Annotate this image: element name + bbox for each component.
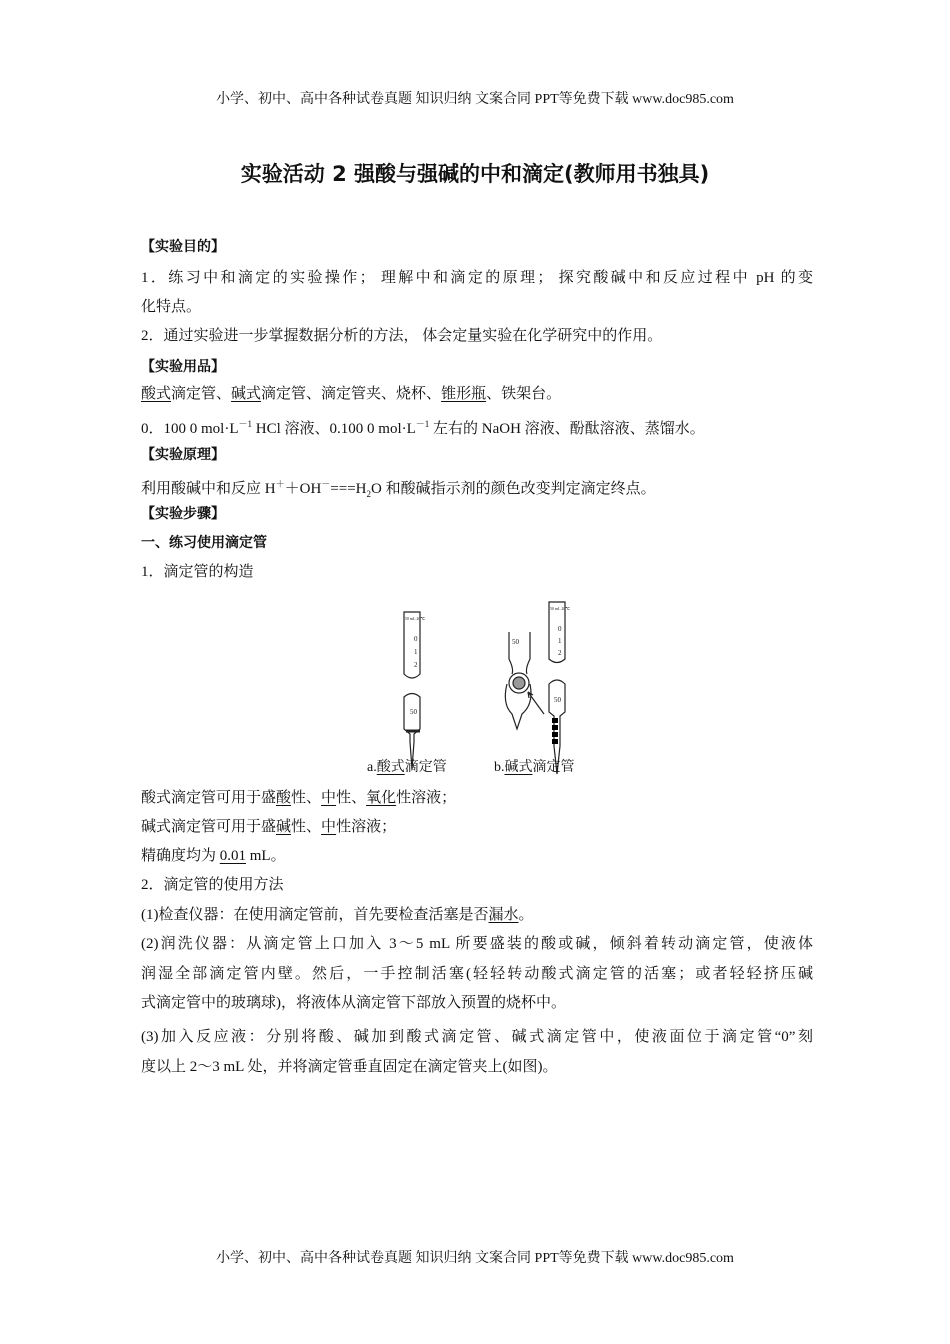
text-line	[141, 788, 813, 808]
text-line	[141, 1057, 813, 1077]
page-title: 实验活动 2 强酸与强碱的中和滴定(教师用书独具)	[240, 162, 710, 186]
underlined-answer: 碱	[276, 819, 292, 835]
text-segment: 性、	[291, 790, 322, 806]
section-heading	[141, 237, 813, 257]
text-segment: 2	[366, 489, 372, 499]
text-segment: 性溶液；	[336, 819, 397, 835]
caption-prefix: b.	[494, 760, 505, 775]
tick-2-b: 2	[558, 649, 562, 657]
tick-1: 1	[414, 648, 418, 656]
text-segment: 1．滴定管的构造	[141, 564, 254, 580]
tick-2: 2	[414, 661, 418, 669]
text-segment: mL。	[246, 848, 286, 864]
caption-rest: 滴定管	[532, 760, 575, 775]
text-segment: 润湿全部滴定管内壁。然后，一手控制活塞(轻轻转动酸式滴定管的活塞；或者轻轻挤压碱	[141, 966, 813, 982]
text-line	[141, 875, 813, 895]
text-line	[141, 993, 813, 1013]
text-line	[141, 934, 813, 954]
tick-0-b: 0	[558, 625, 562, 633]
text-segment: 【实验步骤】	[141, 506, 225, 522]
section-heading	[141, 533, 813, 553]
burette-figure	[362, 594, 602, 779]
text-segment: (3)加入反应液：分别将酸、碱加到酸式滴定管、碱式滴定管中，使液面位于滴定管“0”刻	[141, 1029, 813, 1045]
text-segment: 一、练习使用滴定管	[141, 535, 267, 551]
underlined-answer: 0.01	[219, 848, 247, 864]
underlined-answer: 氧化	[366, 790, 397, 806]
text-segment: 、铁架台。	[486, 386, 562, 402]
text-segment: 度以上 2～3 mL 处，并将滴定管垂直固定在滴定管夹上(如图)。	[141, 1059, 558, 1075]
text-segment: 性溶液；	[396, 790, 457, 806]
text-line	[141, 562, 813, 582]
text-segment: 精确度均为	[141, 848, 220, 864]
base-burette-upper	[549, 602, 565, 663]
text-line	[141, 905, 813, 925]
text-segment: 利用酸碱中和反应 H	[141, 481, 276, 497]
underlined-answer: 锥形瓶	[441, 386, 487, 402]
text-segment: 性、	[291, 819, 322, 835]
underlined-answer: 漏水	[488, 907, 519, 923]
text-line	[141, 964, 813, 984]
text-segment: 酸式滴定管可用于盛	[141, 790, 277, 806]
arrow-icon	[528, 692, 544, 714]
text-line	[141, 297, 813, 317]
text-line	[141, 414, 813, 439]
text-segment: 2．滴定管的使用方法	[141, 877, 284, 893]
text-segment: 左右的 NaOH 溶液、酚酞溶液、蒸馏水。	[429, 421, 705, 437]
text-segment: O 和酸碱指示剂的颜色改变判定滴定终点。	[371, 481, 656, 497]
text-segment: 2．通过实验进一步掌握数据分析的方法， 体会定量实验在化学研究中的作用。	[141, 328, 663, 344]
text-segment: 性、	[336, 790, 367, 806]
section-heading	[141, 357, 813, 377]
tick-50-b: 50	[554, 696, 561, 704]
text-line	[141, 268, 813, 288]
text-segment: 【实验用品】	[141, 359, 225, 375]
text-line	[141, 846, 813, 866]
acid-burette-upper	[404, 612, 420, 678]
underlined-answer: 中	[321, 819, 337, 835]
text-line	[141, 817, 813, 837]
text-segment: HCl 溶液、0.100 0 mol·L	[252, 421, 416, 437]
text-segment: 【实验目的】	[141, 239, 225, 255]
text-segment: (1)检查仪器：在使用滴定管前，首先要检查活塞是否	[141, 907, 489, 923]
tick-50-detail: 50	[512, 638, 519, 646]
text-segment: 【实验原理】	[141, 447, 225, 463]
tube-label-b: 50 mL 20℃	[550, 606, 570, 611]
text-segment: ===H	[330, 481, 367, 497]
page-footer: 小学、初中、高中各种试卷真题 知识归纳 文案合同 PPT等免费下载 www.doc985.com	[216, 1251, 734, 1266]
tick-0: 0	[414, 635, 418, 643]
text-segment: (2)润洗仪器：从滴定管上口加入 3～5 mL 所要盛装的酸或碱，倾斜着转动滴定管，使液体	[141, 936, 813, 952]
text-line	[141, 326, 813, 346]
text-line	[141, 1027, 813, 1047]
text-segment: 0．100 0 mol·L	[141, 421, 239, 437]
section-heading	[141, 445, 813, 465]
underlined-answer: 碱式	[231, 386, 262, 402]
text-segment: ＋OH	[284, 481, 322, 497]
tick-50: 50	[410, 708, 417, 716]
text-segment: －	[321, 479, 331, 489]
text-segment: 碱式滴定管可用于盛	[141, 819, 277, 835]
text-segment: ＋	[275, 479, 285, 489]
text-segment: 化特点。	[141, 299, 202, 315]
caption-underlined: 碱式	[504, 760, 533, 775]
caption-prefix: a.	[367, 760, 377, 775]
tick-1-b: 1	[558, 637, 562, 645]
text-segment: 。	[518, 907, 534, 923]
underlined-answer: 酸	[276, 790, 292, 806]
tube-label-a: 50 mL 20℃	[405, 616, 425, 621]
caption-base-burette	[494, 756, 575, 776]
caption-acid-burette	[367, 756, 447, 776]
text-segment: 滴定管、滴定管夹、烧杯、	[261, 386, 442, 402]
underlined-answer: 中	[321, 790, 337, 806]
text-segment: －1	[238, 419, 253, 429]
caption-rest: 滴定管	[404, 760, 447, 775]
underlined-answer: 酸式	[141, 386, 172, 402]
text-line	[141, 384, 813, 404]
text-segment: 1．练习中和滴定的实验操作； 理解中和滴定的原理； 探究酸碱中和反应过程中 pH 的变	[141, 270, 813, 286]
caption-underlined: 酸式	[376, 760, 405, 775]
text-segment: 滴定管、	[171, 386, 232, 402]
text-segment: －1	[415, 419, 430, 429]
page-header: 小学、初中、高中各种试卷真题 知识归纳 文案合同 PPT等免费下载 www.doc985.com	[216, 92, 734, 107]
text-line	[141, 474, 813, 504]
section-heading	[141, 504, 813, 524]
text-segment: 式滴定管中的玻璃球)，将液体从滴定管下部放入预置的烧杯中。	[141, 995, 566, 1011]
